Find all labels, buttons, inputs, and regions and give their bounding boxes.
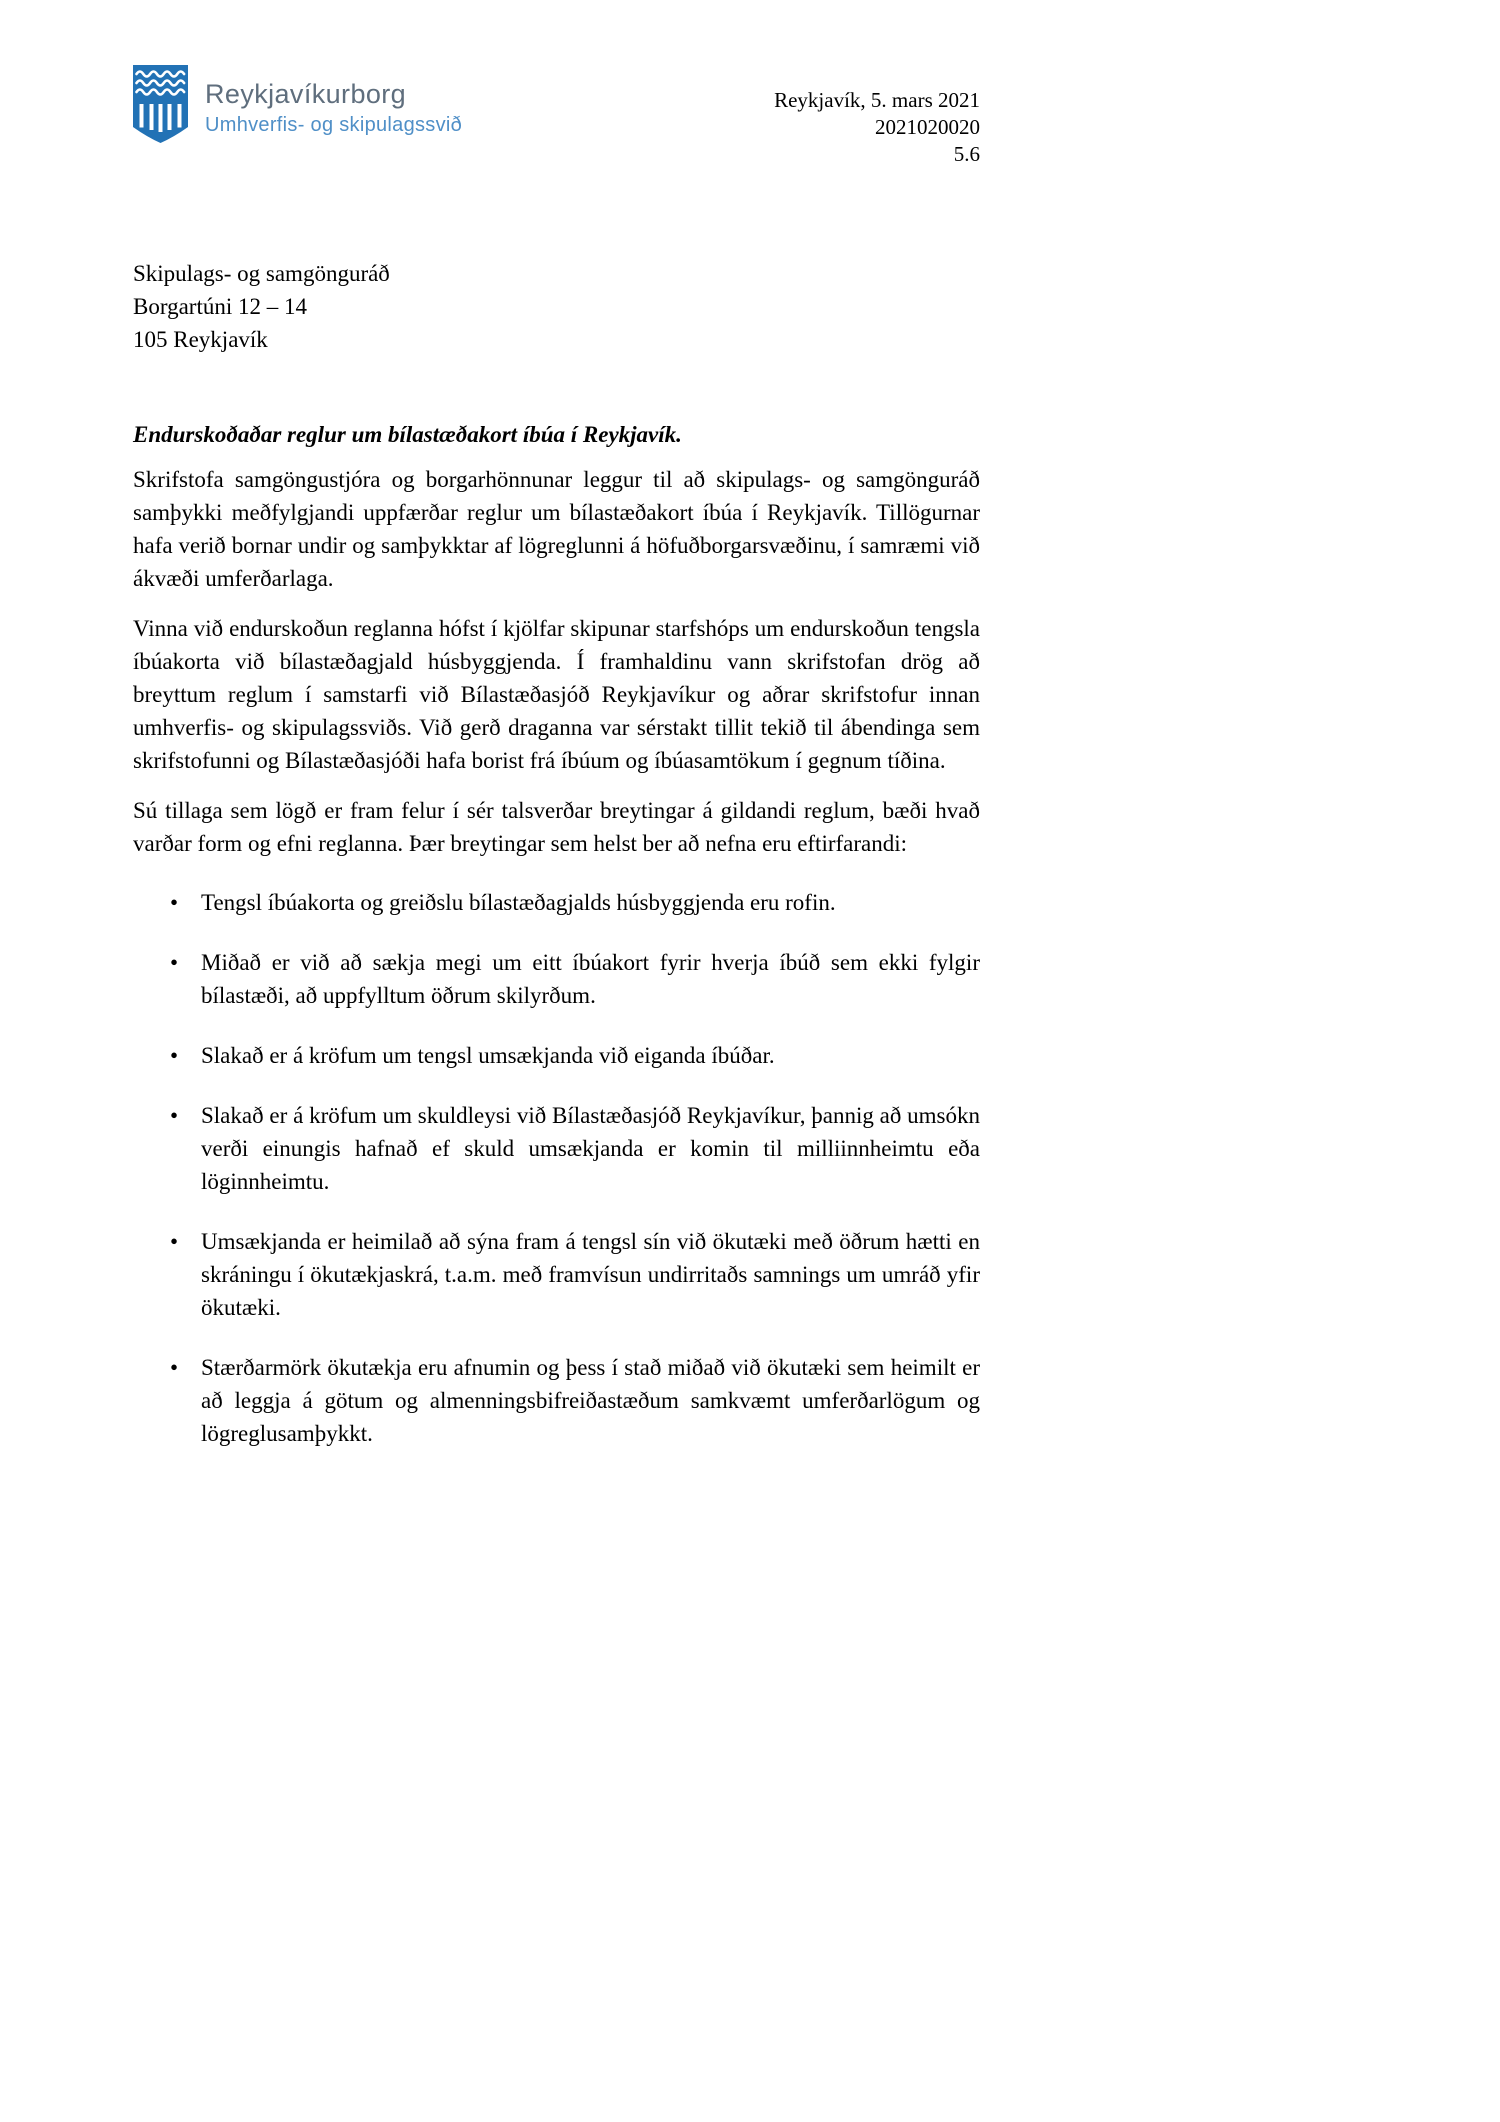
list-item-text: Miðað er við að sækja megi um eitt íbúakort fyrir hverja íbúð sem ekki fylgir bílastæði, að uppfylltum öðrum skilyrðum. xyxy=(201,950,980,1008)
reykjavik-coat-of-arms-icon xyxy=(133,65,188,148)
list-item xyxy=(170,1039,980,1072)
list-item-text: Umsækjanda er heimilað að sýna fram á tengsl sín við ökutæki með öðrum hætti en skráningu í ökutækjaskrá, t.a.m. með framvísun undirritaðs samnings um umráð yfir ökutæki. xyxy=(201,1229,980,1320)
list-item-text: Slakað er á kröfum um tengsl umsækjanda við eiganda íbúðar. xyxy=(201,1043,775,1068)
recipient-name: Skipulags- og samgönguráð xyxy=(133,261,390,286)
reference-number: 2021020020 xyxy=(875,115,980,139)
date-reference-block xyxy=(774,87,980,168)
org-department: Umhverfis- og skipulagssvið xyxy=(205,114,463,136)
bullet-icon: • xyxy=(170,1043,179,1068)
logo-wordmark xyxy=(205,65,462,137)
bullet-icon: • xyxy=(170,950,179,975)
bullet-icon: • xyxy=(170,1355,179,1380)
list-item xyxy=(170,886,980,919)
list-item-text: Slakað er á kröfum um skuldleysi við Bílastæðasjóð Reykjavíkur, þannig að umsókn verði einungis hafnað ef skuld umsækjanda er komin til milliinnheimtu eða löginnheimtu. xyxy=(201,1103,980,1194)
recipient-address xyxy=(133,257,980,356)
list-item xyxy=(170,946,980,1012)
list-item-text: Tengsl íbúakorta og greiðslu bílastæðagjalds húsbyggjenda eru rofin. xyxy=(201,890,836,915)
bullet-icon: • xyxy=(170,890,179,915)
list-item xyxy=(170,1099,980,1198)
body-paragraph: Vinna við endurskoðun reglanna hófst í kjölfar skipunar starfshóps um endurskoðun tengsla íbúakorta við bílastæðagjald húsbyggjenda. Í framhaldinu vann skrifstofan drög að breyttum reglum í samstarfi við Bílastæðasjóð Reykjavíkur og aðrar skrifstofur innan umhverfis- og skipulagssviðs. Við gerð draganna var sérstakt tillit tekið til ábendinga sem skrifstofunni og Bílastæðasjóði hafa borist frá íbúum og íbúasamtökum í gegnum tíðina. xyxy=(133,616,980,773)
bullet-icon: • xyxy=(170,1229,179,1254)
document-title: Endurskoðaðar reglur um bílastæðakort íbúa í Reykjavík. xyxy=(133,422,682,447)
case-code: 5.6 xyxy=(953,142,980,166)
changes-list xyxy=(133,886,980,1450)
date-line: Reykjavík, 5. mars 2021 xyxy=(774,88,980,112)
list-item xyxy=(170,1351,980,1450)
recipient-city: 105 Reykjavík xyxy=(133,327,268,352)
recipient-street: Borgartúni 12 – 14 xyxy=(133,294,307,319)
letterhead xyxy=(133,65,980,166)
list-item-text: Stærðarmörk ökutækja eru afnumin og þess í stað miðað við ökutæki sem heimilt er að leggja á götum og almenningsbifreiðastæðum samkvæmt umferðarlögum og lögreglusamþykkt. xyxy=(201,1355,980,1446)
org-name: Reykjavíkurborg xyxy=(205,79,407,109)
body-paragraph: Sú tillaga sem lögð er fram felur í sér talsverðar breytingar á gildandi reglum, bæði hvað varðar form og efni reglanna. Þær breytingar sem helst ber að nefna eru eftirfarandi: xyxy=(133,798,980,856)
body-paragraph: Skrifstofa samgöngustjóra og borgarhönnunar leggur til að skipulags- og samgönguráð samþykki meðfylgjandi uppfærðar reglur um bílastæðakort íbúa í Reykjavík. Tillögurnar hafa verið bornar undir og samþykktar af lögreglunni á höfuðborgarsvæðinu, í samræmi við ákvæði umferðarlaga. xyxy=(133,467,980,591)
list-item xyxy=(170,1225,980,1324)
bullet-icon: • xyxy=(170,1103,179,1128)
